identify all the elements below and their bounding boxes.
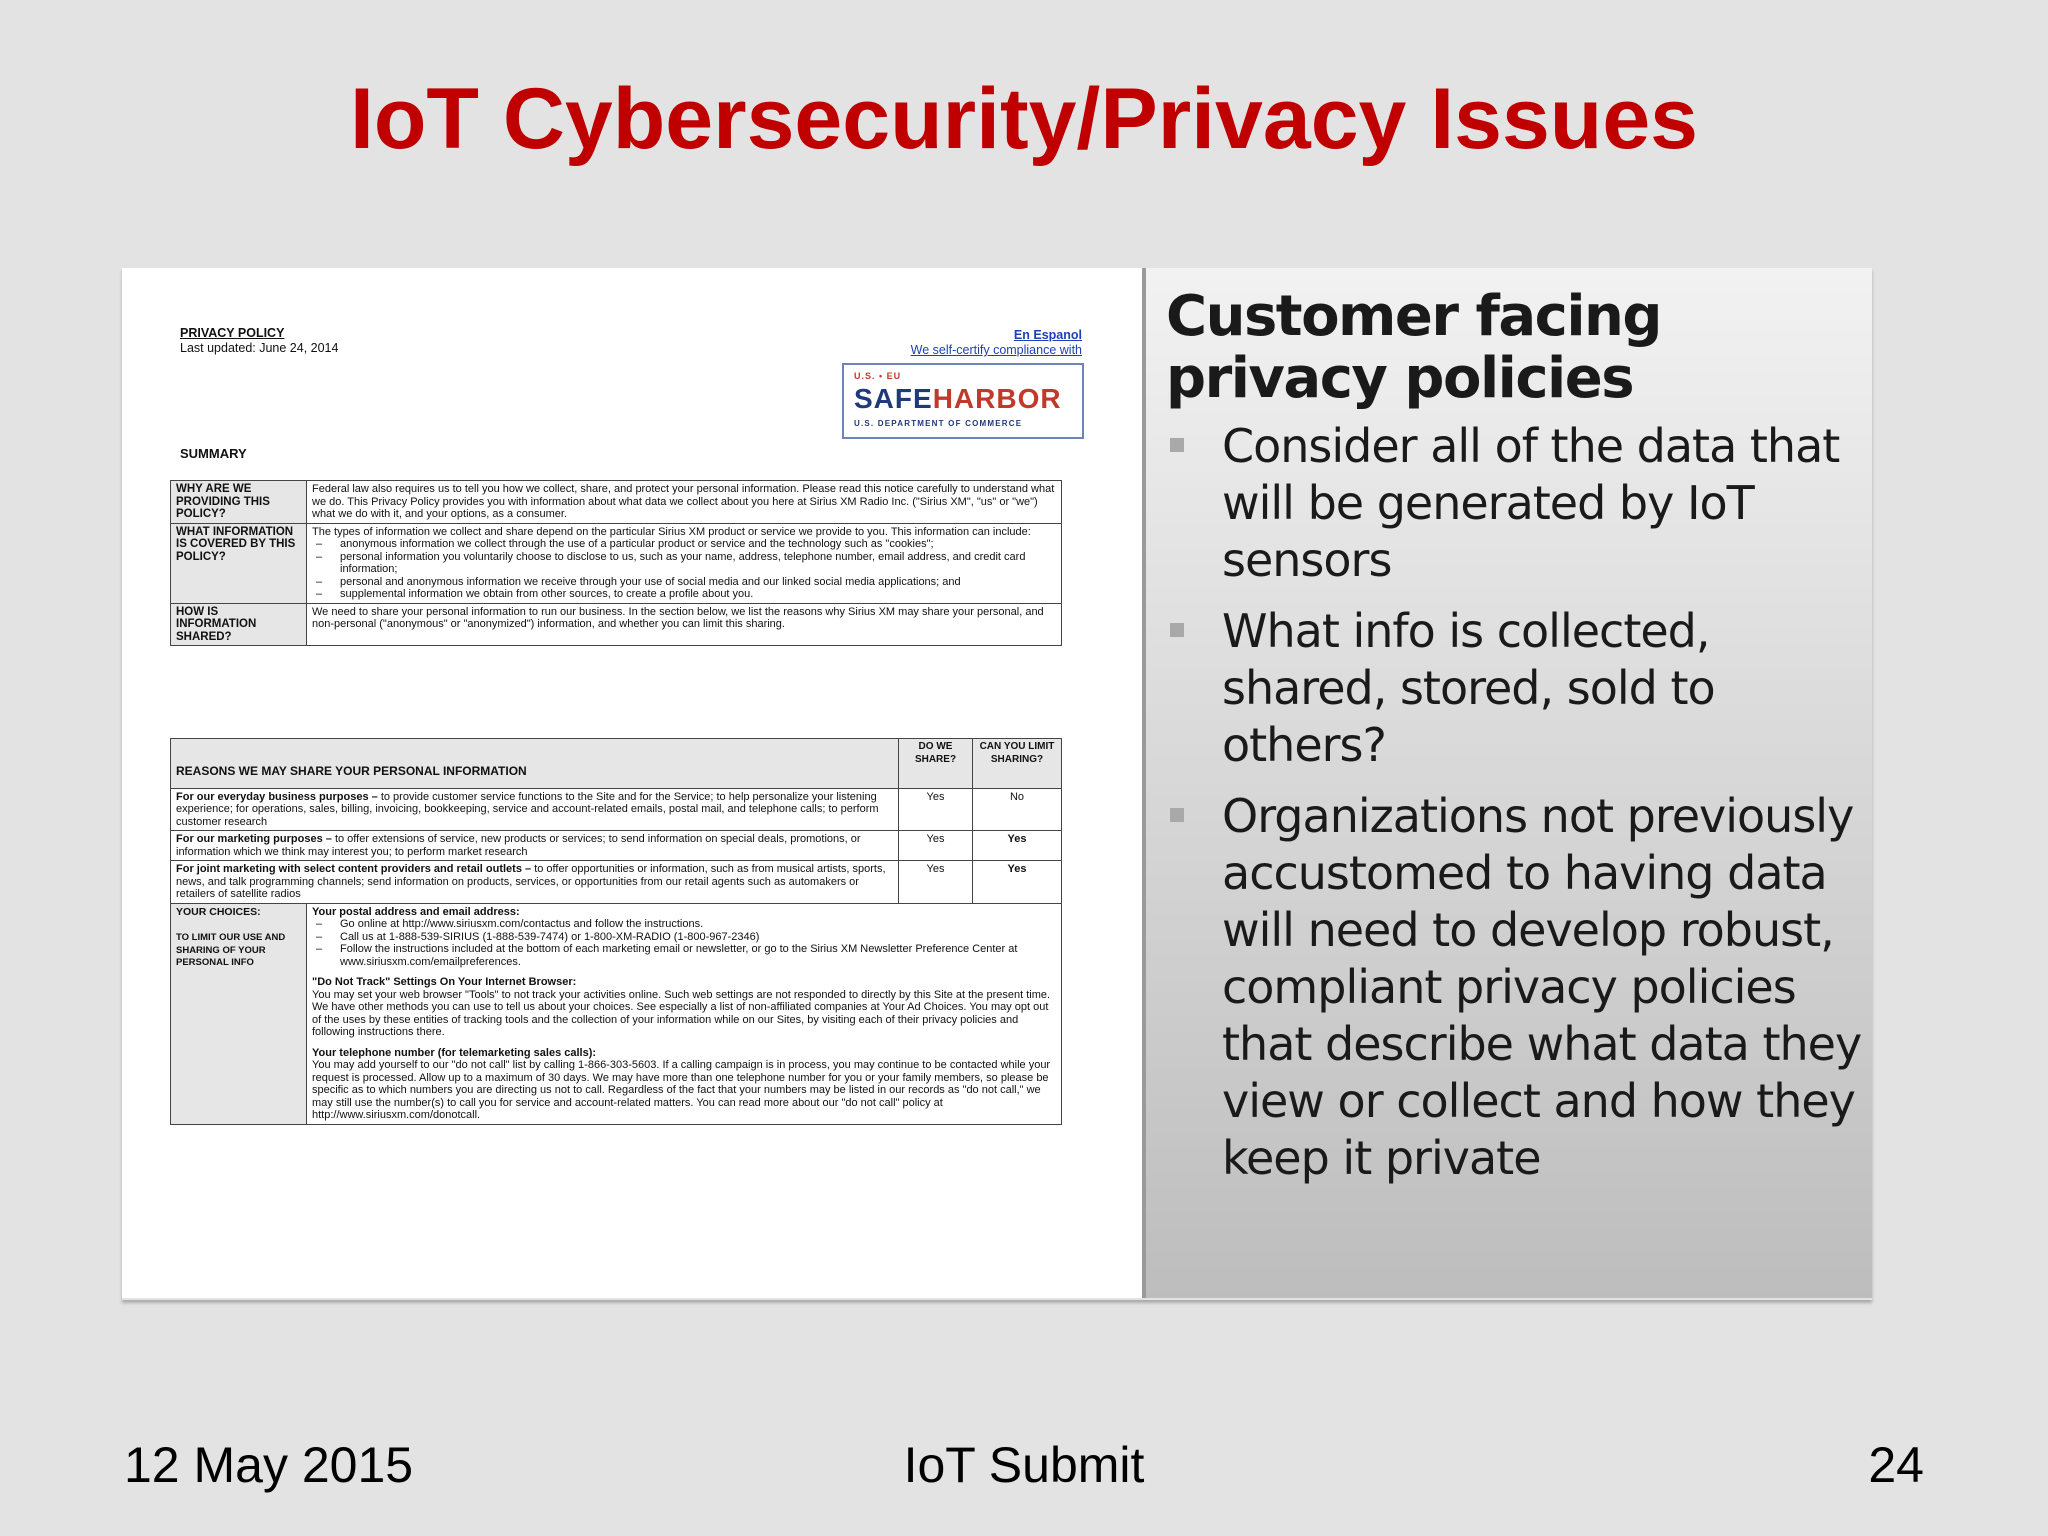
content-panel <box>122 268 1872 1300</box>
reason-cell <box>171 861 899 904</box>
choices-heading <box>171 903 307 1124</box>
bullet-text: What info is collected, shared, stored, sold to others? <box>1222 604 1715 772</box>
choices-title: YOUR CHOICES: <box>176 905 261 918</box>
tel-text: You may add yourself to our "do not call" list by calling 1-866-303-5603. If a calling campaign is in process, you may continue to be contacted while your request is processed. Allow up to a maximum of 30 days. We may have more than one telephone number for you or your family members, so please be specific as to which numbers you are directing us not to call. Regardless of the fact that your numbers may be listed in our records as "do not call," we may still use the number(s) to call you for service and account-related matters. You can read more about our "do not call" policy at http://www.siriusxm.com/donotcall. <box>312 1059 1051 1121</box>
tel-heading: Your telephone number (for telemarketing sales calls): <box>312 1046 597 1059</box>
list-item: – Call us at 1-888-539-SIRIUS (1-888-539-7474) or 1-800-XM-RADIO (1-800-967-2346) <box>312 931 1056 944</box>
bullet-marker-icon <box>1170 438 1184 452</box>
sharing-table <box>170 738 1062 1125</box>
list-item: – Follow the instructions included at the bottom of each marketing email or newsletter, or go to the Sirius XM Newsletter Preference Center at www.siriusxm.com/emailpreferences. <box>312 943 1056 968</box>
en-espanol-link[interactable]: En Espanol <box>1013 328 1082 342</box>
bullet-item <box>1166 603 1866 774</box>
reason-title: For our marketing purposes – <box>176 833 332 845</box>
harbor-text: HARBOR <box>932 383 1062 414</box>
privacy-policy-document <box>122 268 1146 1298</box>
reason-text: to offer extensions of service, new products or services; to send information on special deals, promotions, or information which we think may interest you; to perform market research <box>176 833 861 858</box>
table-row <box>171 831 1062 861</box>
footer-date: 12 May 2015 <box>124 1437 414 1493</box>
policy-title: PRIVACY POLICY <box>180 326 285 340</box>
list-item: – personal information you voluntarily choose to disclose to us, such as your name, address, telephone number, email address, and credit card information; <box>312 551 1056 576</box>
share-header: DO WE SHARE? <box>899 739 973 789</box>
safe-harbor-logo <box>842 363 1084 439</box>
share-value: Yes <box>899 788 973 831</box>
reason-cell <box>171 788 899 831</box>
bullet-marker-icon <box>1170 808 1184 822</box>
safe-text: SAFE <box>854 383 933 414</box>
side-panel <box>1146 268 1872 1298</box>
summary-heading: SUMMARY <box>180 446 247 461</box>
bullet-item <box>1166 788 1866 1187</box>
reason-cell <box>171 831 899 861</box>
table-row <box>171 903 1062 1124</box>
doc-header-links <box>911 328 1082 358</box>
choices-subtitle: TO LIMIT OUR USE AND SHARING OF YOUR PERSONAL INFO <box>176 932 286 968</box>
footer-event: IoT Submit <box>903 1437 1145 1493</box>
choices-body <box>307 903 1062 1124</box>
list-item: – supplemental information we obtain from other sources, to create a profile about you. <box>312 588 1056 601</box>
row-body <box>307 523 1062 603</box>
row-text: The types of information we collect and share depend on the particular Sirius XM product or service we provide to you. This information can include: <box>312 525 1031 538</box>
bullet-text: Organizations not previously accustomed to having data will need to develop robust, compliant privacy policies that describe what data they view or collect and how they keep it private <box>1222 789 1862 1185</box>
table-row <box>171 788 1062 831</box>
side-heading: Customer facing privacy policies <box>1166 284 1661 411</box>
list-item: – Go online at http://www.siriusxm.com/contactus and follow the instructions. <box>312 918 1056 931</box>
limit-value: No <box>973 788 1062 831</box>
dnt-text: You may set your web browser "Tools" to not track your activities online. Such web settings are not responded to directly by this Site at the present time. We have other methods you can use to tell us about your choices. See especially a list of non-affiliated companies at Your Ad Choices. You may opt out of the uses by these entities of tracking tools and the collection of your information while on our Sites, by visiting each of their privacy policies and following instructions there. <box>312 988 1051 1038</box>
safe-harbor-wordmark <box>854 383 1062 415</box>
limit-value: Yes <box>973 831 1062 861</box>
reason-header: REASONS WE MAY SHARE YOUR PERSONAL INFORMATION <box>171 739 899 789</box>
reason-text: to offer opportunities or information, such as from musical artists, sports, news, and talk programming channels; send information on products, services, or opportunities from our retail agents such as automakers or retailers of satellite radios <box>176 863 886 900</box>
safe-harbor-top: U.S. • EU <box>854 371 902 381</box>
reason-text: to provide customer service functions to the Site and for the Service; to help personalize your listening experience; for operations, sales, billing, invoicing, bookkeeping, service and account-related emails, postal mail, and telephone calls; to perform customer research <box>176 790 879 828</box>
row-heading: HOW IS INFORMATION SHARED? <box>171 603 307 646</box>
reason-title: For our everyday business purposes – <box>176 790 378 803</box>
list-item: – personal and anonymous information we receive through your use of social media and our linked social media applications; and <box>312 576 1056 589</box>
row-heading: WHAT INFORMATION IS COVERED BY THIS POLICY? <box>171 523 307 603</box>
safe-harbor-dept: U.S. DEPARTMENT OF COMMERCE <box>854 419 1023 428</box>
table-header-row <box>171 739 1062 789</box>
share-value: Yes <box>899 861 973 904</box>
last-updated: Last updated: June 24, 2014 <box>180 341 339 355</box>
table-row <box>171 481 1062 524</box>
list-item: – anonymous information we collect through the use of a particular product or service and the technology such as "cookies"; <box>312 538 1056 551</box>
bullet-list <box>1166 418 1866 1201</box>
share-value: Yes <box>899 831 973 861</box>
bullet-item <box>1166 418 1866 589</box>
reason-title: For joint marketing with select content providers and retail outlets – <box>176 863 532 875</box>
policy-summary-table <box>170 480 1062 646</box>
row-text: Federal law also requires us to tell you how we collect, share, and protect your personal information. Please read this notice carefully to understand what we do. This Privacy Policy provides you with information about what data we collect about you here at Sirius XM Radio Inc. ("Sirius XM", "us" or "we") what we do with it, and your options, as a consumer. <box>307 481 1062 524</box>
row-heading: WHY ARE WE PROVIDING THIS POLICY? <box>171 481 307 524</box>
bullet-marker-icon <box>1170 623 1184 637</box>
bullet-text: Consider all of the data that will be generated by IoT sensors <box>1222 419 1840 587</box>
limit-header: CAN YOU LIMIT SHARING? <box>973 739 1062 789</box>
row-text: We need to share your personal information to run our business. In the section below, we list the reasons why Sirius XM may share your personal, and non-personal ("anonymous" or "anonymized") information, and whether you can limit this sharing. <box>307 603 1062 646</box>
postal-heading: Your postal address and email address: <box>312 905 520 918</box>
slide-title: IoT Cybersecurity/Privacy Issues <box>349 71 1699 167</box>
footer-page-number: 24 <box>1868 1437 1924 1493</box>
limit-value: Yes <box>973 861 1062 904</box>
self-certify-link[interactable]: We self-certify compliance with <box>910 343 1082 357</box>
doc-header <box>180 326 338 356</box>
table-row <box>171 523 1062 603</box>
table-row <box>171 603 1062 646</box>
dnt-heading: "Do Not Track" Settings On Your Internet Browser: <box>312 976 577 988</box>
table-row <box>171 861 1062 904</box>
